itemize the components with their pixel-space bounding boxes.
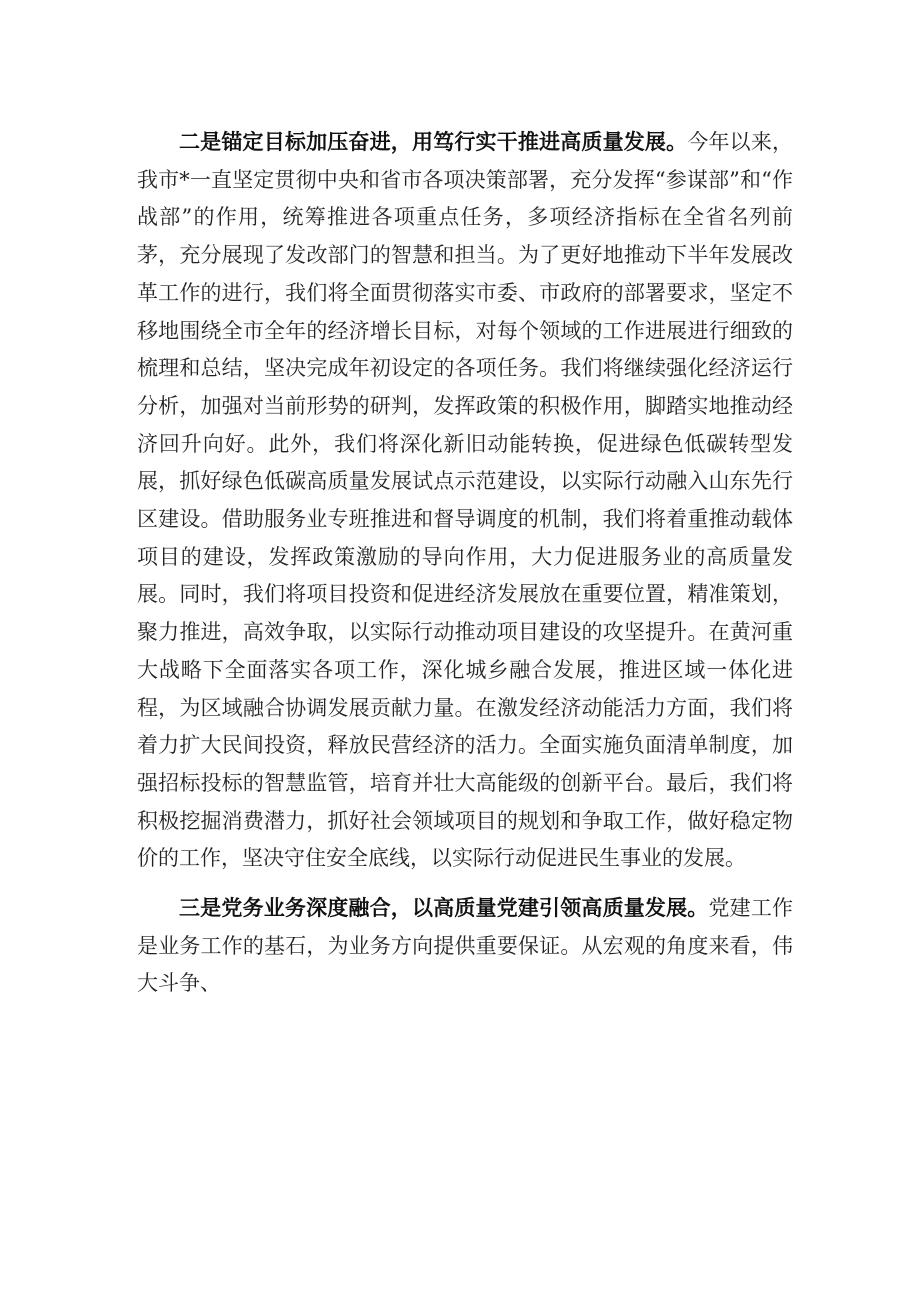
paragraph-body-text: 今年以来，我市*一直坚定贯彻中央和省市各项决策部署，充分发挥“参谋部”和“作战部”的作用，统筹推进各项重点任务，多项经济指标在全省名列前茅，充分展现了发改部门的智慧和担当。为了更好地推动下半年发展改革工作的进行，我们将全面贯彻落实市委、市政府的部署要求，坚定不移地围绕全市全年的经济增长目标，对每个领域的工作进展进行细致的梳理和总结，坚决完成年初设定的各项任务。我们将继续强化经济运行分析，加强对当前形势的研判，发挥政策的积极作用，脚踏实地推动经济回升向好。此外，我们将深化新旧动能转换，促进绿色低碳转型发展，抓好绿色低碳高质量发展试点示范建设，以实际行动融入山东先行区建设。借助服务业专班推进和督导调度的机制，我们将着重推动载体项目的建设，发挥政策激励的导向作用，大力促进服务业的高质量发展。同时，我们将项目投资和促进经济发展放在重要位置，精准策划，聚力推进，高效争取，以实际行动推动项目建设的攻坚提升。在黄河重大战略下全面落实各项工作，深化城乡融合发展，推进区域一体化进程，为区域融合协调发展贡献力量。在激发经济动能活力方面，我们将着力扩大民间投资，释放民营经济的活力。全面实施负面清单制度，加强招标投标的智慧监管，培育并壮大高能级的创新平台。最后，我们将积极挖掘消费潜力，抓好社会领域项目的规划和争取工作，做好稳定物价的工作，坚决守住安全底线，以实际行动促进民生事业的发展。: [137, 130, 794, 871]
paragraph-lead-bold: 二是锚定目标加压奋进，用笃行实干推进高质量发展。: [179, 129, 688, 154]
paragraph-party-integration: [137, 889, 793, 1003]
paragraph-lead-bold: 三是党务业务深度融合，以高质量党建引领高质量发展。: [179, 895, 709, 921]
paragraph-goal-pressure: [137, 123, 793, 878]
paragraph-body-text: 党建工作是业务工作的基石，为业务方向提供重要保证。从宏观的角度来看，伟大斗争、: [137, 896, 794, 996]
document-body: [137, 123, 793, 1003]
